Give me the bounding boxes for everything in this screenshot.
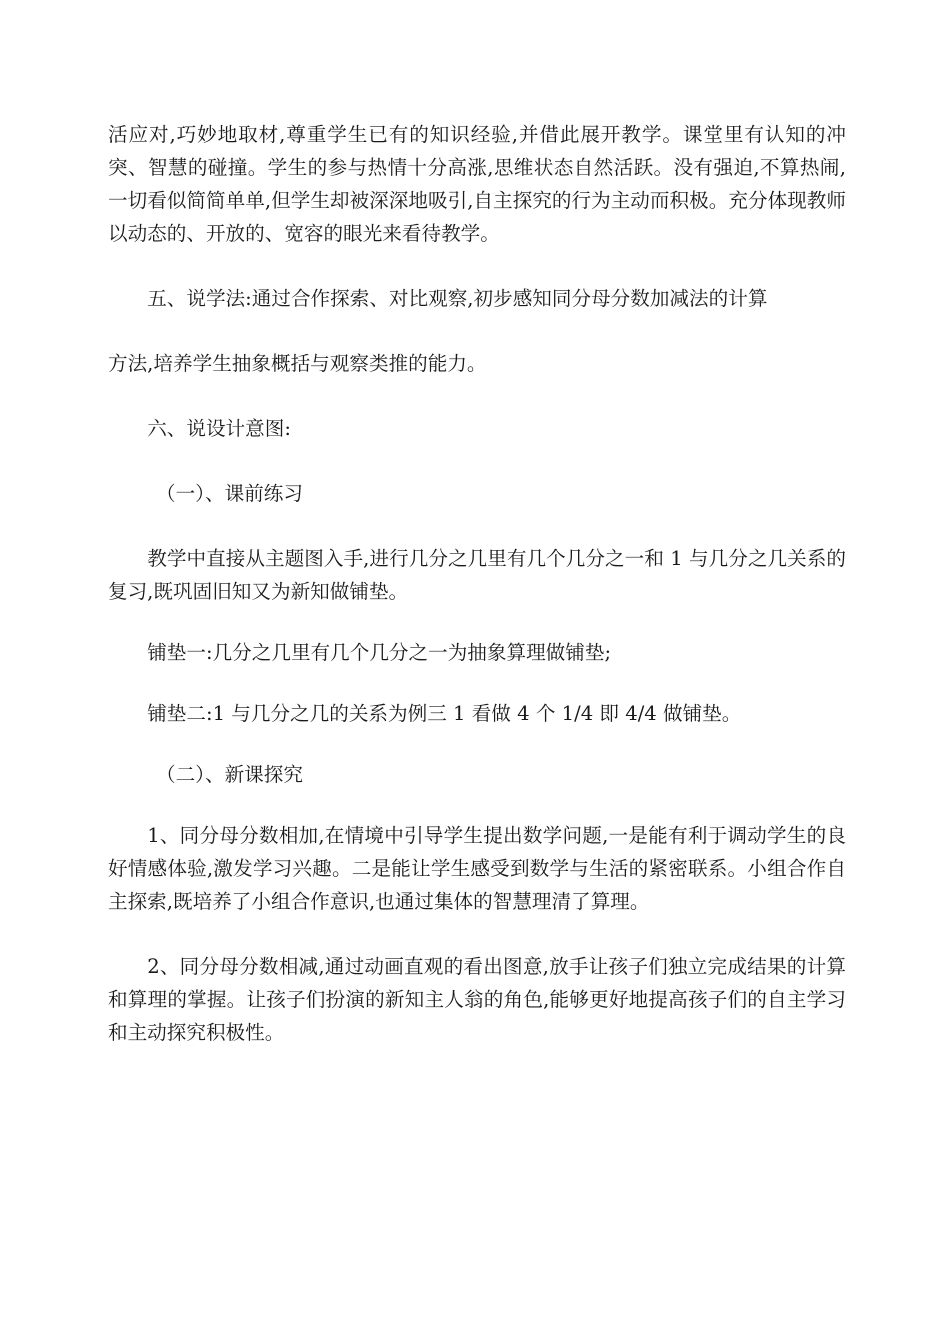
subheading-pre-class-practice: （一）、课前练习	[156, 482, 303, 505]
subheading-new-lesson: （二）、新课探究	[156, 763, 303, 786]
paragraph-teaching-reflection: 活应对,巧妙地取材,尊重学生已有的知识经验,并借此展开教学。课堂里有认知的冲突、智慧的碰撞。学生的参与热情十分高涨,思维状态自然活跃。没有强迫,不算热闹,一切看似简简单单,但学生却被深深地吸引,自主探究的行为主动而积极。充分体现教师以动态的、开放的、宽容的眼光来看待教学。	[108, 123, 846, 245]
paragraph-groundwork-1: 铺垫一:几分之几里有几个几分之一为抽象算理做铺垫;	[147, 641, 612, 664]
paragraph-subtraction: 2、同分母分数相减,通过动画直观的看出图意,放手让孩子们独立完成结果的计算和算理的掌握。让孩子们扮演的新知主人翁的角色,能够更好地提高孩子们的自主学习和主动探究积极性。	[108, 955, 846, 1044]
paragraph-review: 教学中直接从主题图入手,进行几分之几里有几个几分之一和 1 与几分之几关系的复习,既巩固旧知又为新知做铺垫。	[108, 547, 846, 603]
paragraph-learning-method-line2: 方法,培养学生抽象概括与观察类推的能力。	[108, 352, 487, 375]
document-body	[108, 118, 846, 1049]
paragraph-groundwork-2: 铺垫二:1 与几分之几的关系为例三 1 看做 4 个 1/4 即 4/4 做铺垫。	[147, 702, 742, 725]
paragraph-learning-method-line1: 五、说学法:通过合作探索、对比观察,初步感知同分母分数加减法的计算	[147, 287, 768, 310]
paragraph-addition: 1、同分母分数相加,在情境中引导学生提出数学问题,一是能有利于调动学生的良好情感体验,激发学习兴趣。二是能让学生感受到数学与生活的紧密联系。小组合作自主探索,既培养了小组合作意识,也通过集体的智慧理清了算理。	[108, 824, 846, 913]
heading-design-intent: 六、说设计意图:	[147, 417, 291, 440]
